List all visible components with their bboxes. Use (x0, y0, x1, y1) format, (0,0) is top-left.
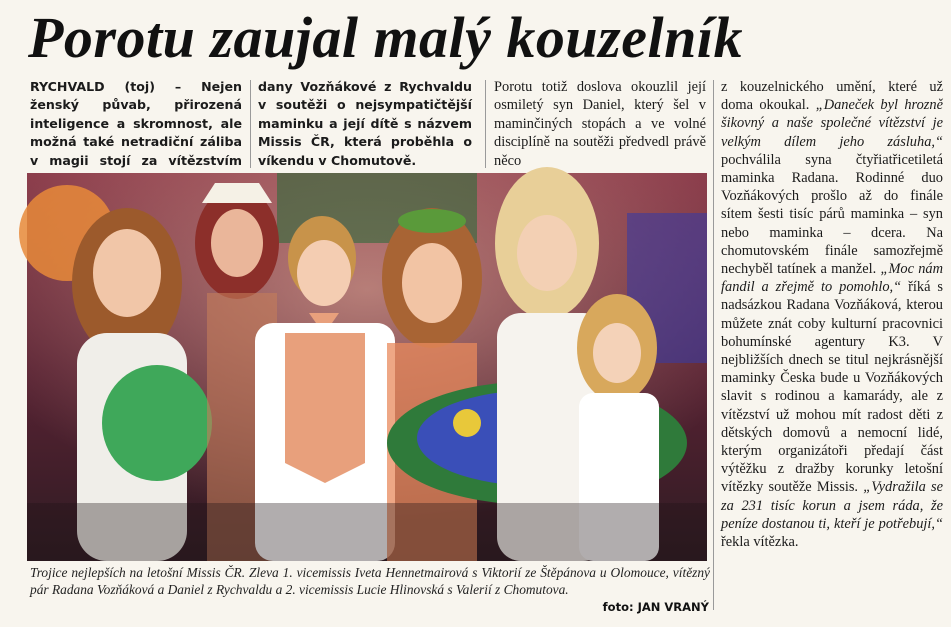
photo-credit: foto: JAN VRANÝ (599, 600, 709, 614)
column-divider (250, 80, 251, 168)
quote-1: „Daneček byl hrozně šikovný a naše společné vítězství je velkým dílem jeho zásluha,“ (721, 97, 943, 150)
column-divider (713, 80, 714, 610)
article-column-3: Porotu totiž doslova okouzlil její osmiletý syn Daniel, který šel v maminčiných stopách a ve volné disciplíně na soutěži předvedl právě něco (494, 79, 706, 169)
article-column-2: dany Vozňákové z Rychvaldu v soutěži o nejsympatičtější maminku a její dítě s názvem Missis ČR, která proběhla o víkendu v Chomutově. (258, 79, 472, 168)
quote-3: „Vydražila se za 231 tisíc korun a jsem ráda, že peníze dostanou ti, kteří je potřebují,“ (721, 479, 943, 532)
photo-caption: Trojice nejlepších na letošní Missis ČR. Zleva 1. vicemissis Iveta Hennetmairová s Viktorií ze Štěpánova u Olomouce, vítězný pár Radana Vozňáková a Daniel z Rychvaldu a 2. vicemissis Lucie Hlinovská s Valerií z Chomutova. (30, 565, 710, 598)
col4-text-b: pochválila syna čtyřiatřicetiletá maminka Radana. Rodinné duo Vozňákových prošlo až do finále sítem šesti tisíc párů maminka – syn nebo maminka – dcera. Na chomutovském finále samozřejmě nechyběl tatínek a manžel. (721, 151, 943, 278)
col4-text-d: řekla vítězka. (721, 534, 799, 551)
col4-text-c: říká s nadsázkou Radana Vozňáková, kterou můžete znát coby kulturní pracovnici bohumínské agentury K3. V nejbližších dnech se titul nejkrásnější maminky Česka bude u Vozňákových slavit s rodinou a kamarády, ale z vítězství už mohou mít radost děti z dětských domovů a nemocní lidé, kterým organizátoři předají část výtěžku z dražby korunky letošní vítězky soutěže Missis. (721, 279, 944, 496)
article-column-4 (721, 78, 943, 614)
headline: Porotu zaujal malý kouzelník (28, 5, 743, 70)
article-photo (27, 173, 707, 561)
column-divider (485, 80, 486, 168)
quote-2: „Moc nám fandil a zřejmě to pomohlo,“ (721, 261, 943, 296)
article-column-1: RYCHVALD (toj) – Nejen ženský půvab, přirozená inteligence a skromnost, ale možná také netradiční záliba v magii stojí za vítězstvím (30, 79, 242, 168)
col4-text-a: z kouzelnického umění, které už doma okoukal. (721, 79, 943, 114)
